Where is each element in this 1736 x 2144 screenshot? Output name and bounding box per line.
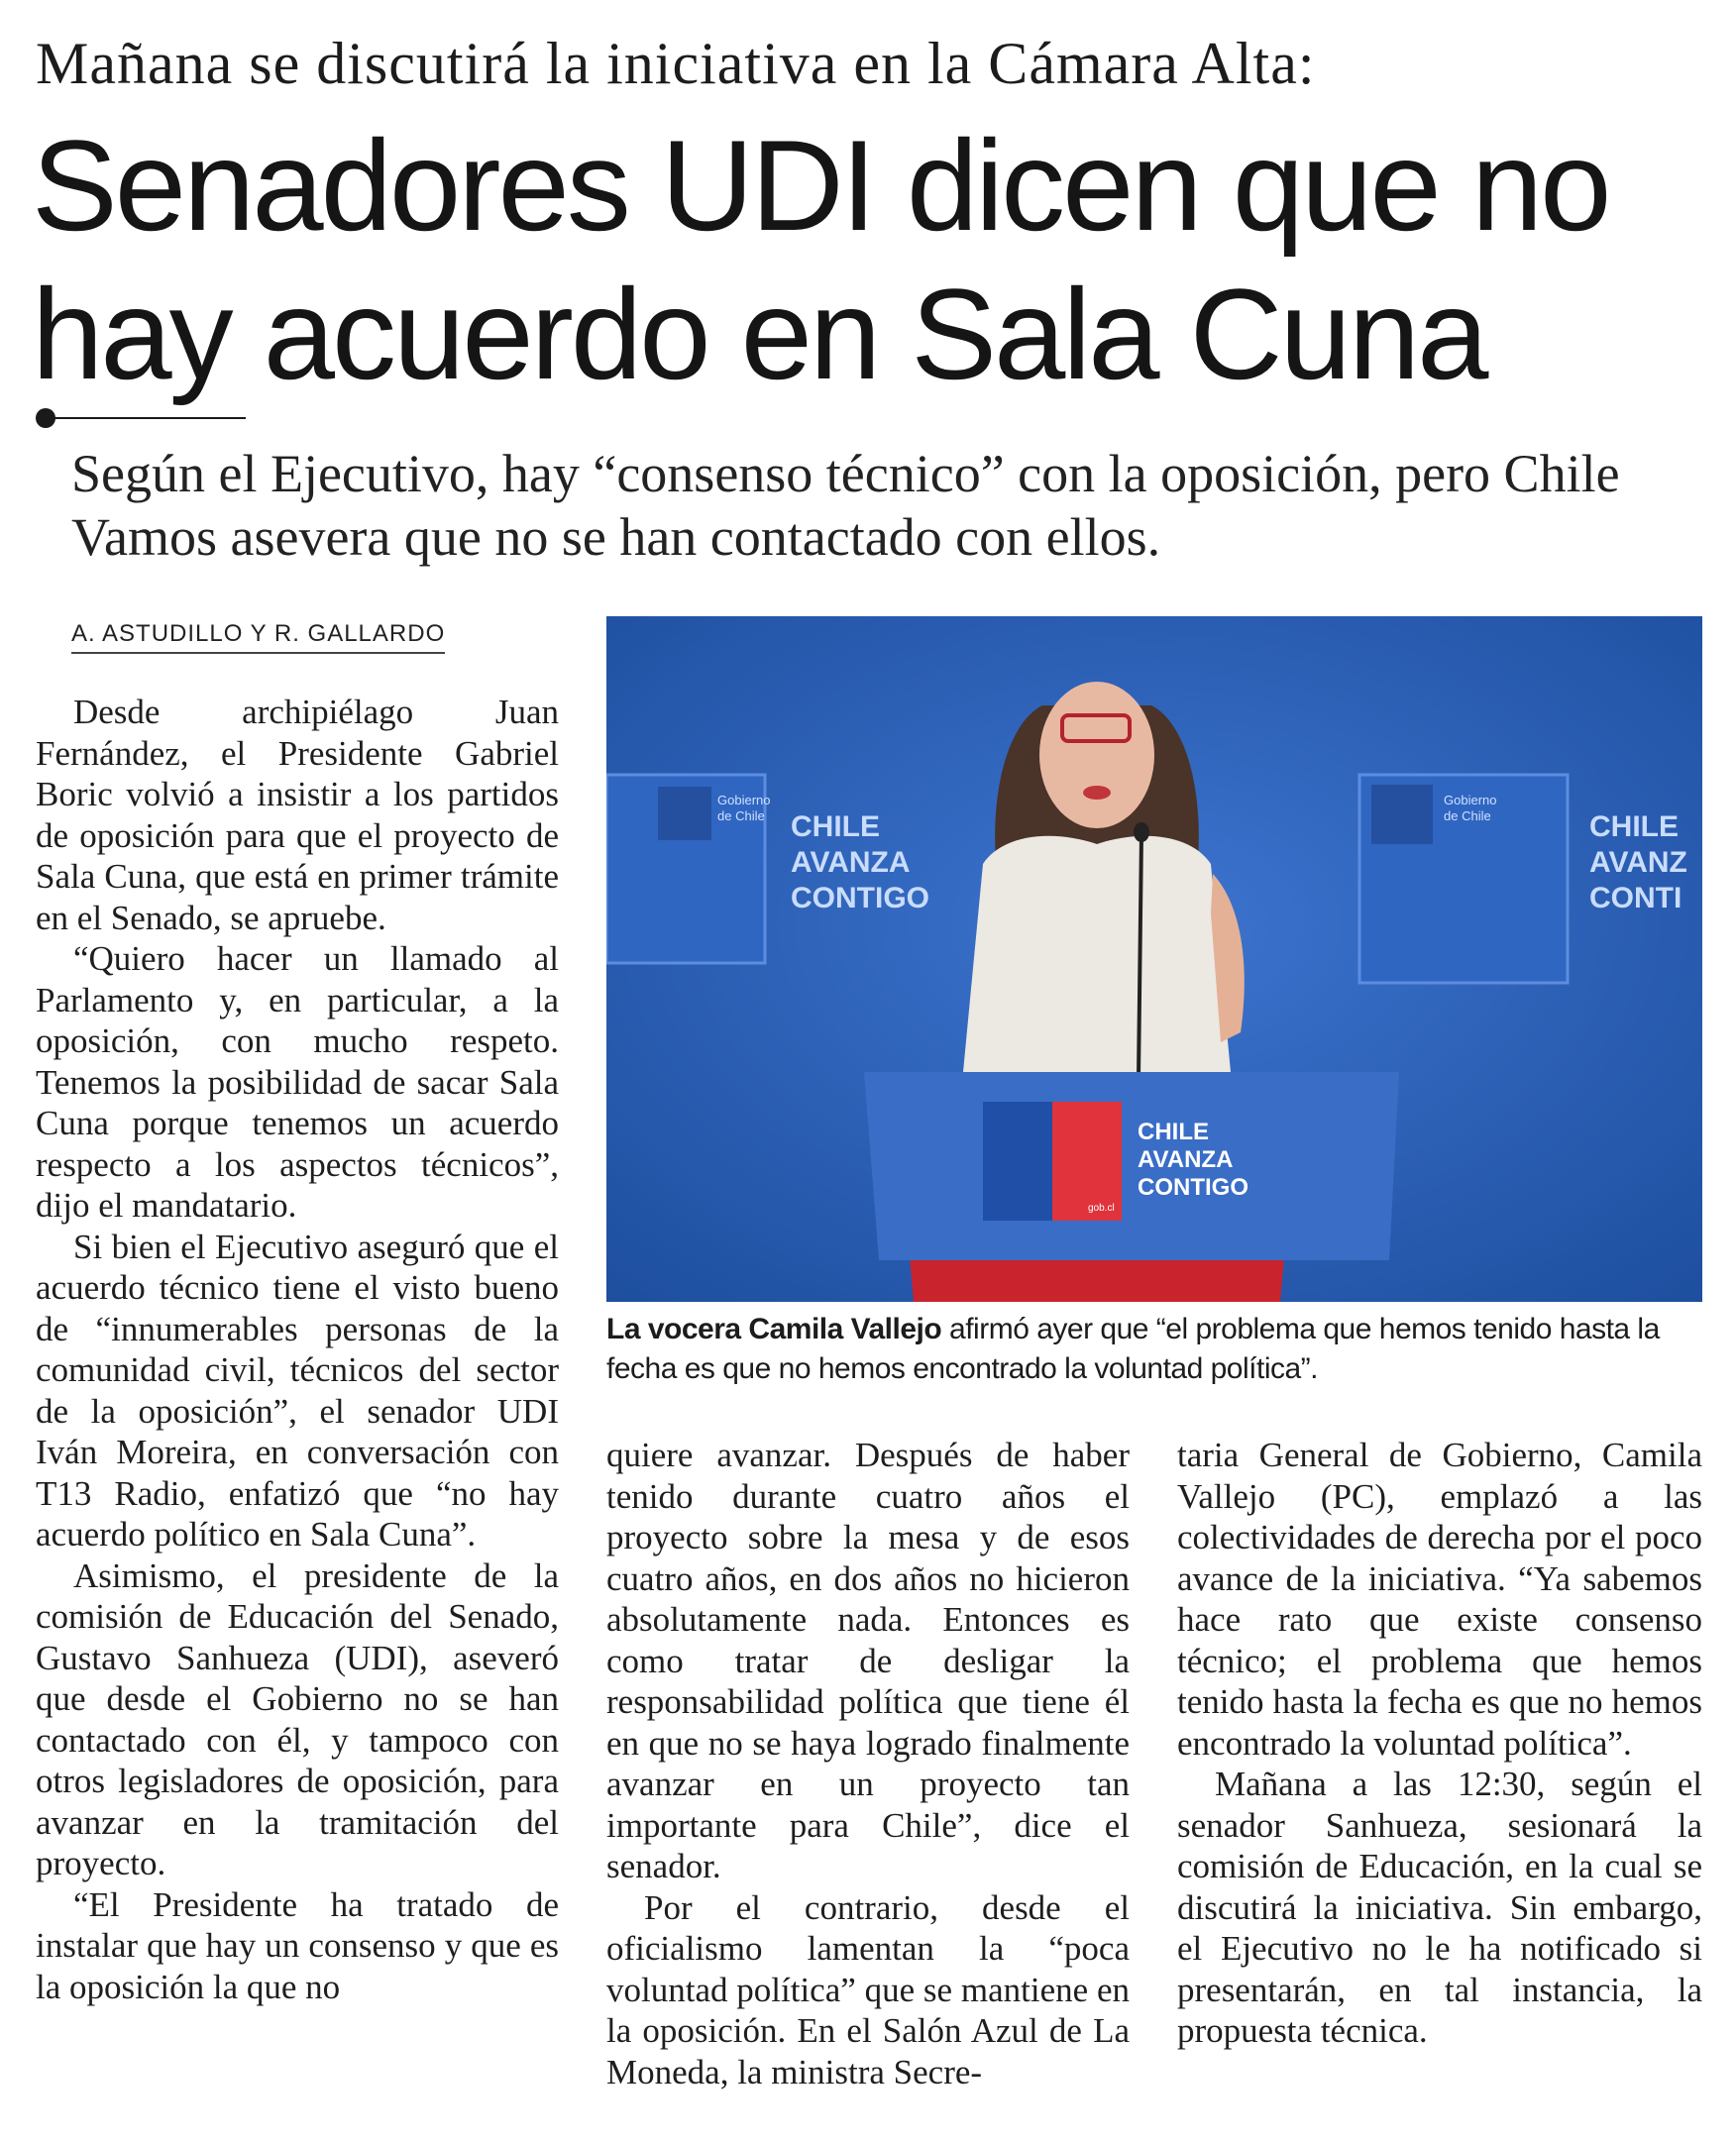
- headline: Senadores UDI dicen que no hay acuerdo en Sala Cuna: [32, 113, 1609, 406]
- banner-left-1: CHILE: [791, 810, 880, 843]
- kicker: Mañana se discutirá la iniciativa en la Cámara Alta:: [36, 31, 1316, 96]
- podium-url: gob.cl: [1088, 1203, 1115, 1214]
- logo-text-right: Gobierno: [1444, 793, 1497, 807]
- photo-caption: [606, 1310, 1702, 1389]
- logo-text-right-2: de Chile: [1444, 808, 1491, 823]
- news-photo: [606, 616, 1702, 1302]
- banner-right-1: CHILE: [1589, 810, 1679, 843]
- paragraph: “El Presidente ha tratado de instalar que hay un consenso y que es la oposición la que no: [36, 1884, 559, 2006]
- column-3: [1177, 1435, 1702, 2052]
- banner-left-2: AVANZA: [791, 846, 911, 879]
- podium: [864, 1072, 1399, 1260]
- logo-text-left: Gobierno: [717, 793, 771, 807]
- paragraph: Desde archipiélago Juan Fernández, el Presidente Gabriel Boric volvió a insistir a los partidos de oposición para que el proyecto de Sala Cuna, que está en primer trámite en el Senado, se apruebe.: [36, 693, 559, 937]
- paragraph: Por el contrario, desde el oficialismo lamentan la “poca voluntad política” que se mantiene en la oposición. En el Salón Azul de La Moneda, la ministra Secre-: [606, 1887, 1130, 2091]
- podium-text-3: CONTIGO: [1138, 1174, 1248, 1201]
- column-2: [606, 1435, 1130, 2092]
- banner-left-3: CONTIGO: [791, 882, 929, 914]
- photo-illustration: [606, 616, 1702, 1302]
- paragraph: Asimismo, el presidente de la comisión de Educación del Senado, Gustavo Sanhueza (UDI), aseveró que desde el Gobierno no se han contactado con él, y tampoco con otros legisladores de oposición, para avanzar en la tramitación del proyecto.: [36, 1555, 559, 1882]
- logo-text-left-2: de Chile: [717, 808, 765, 823]
- paragraph: Si bien el Ejecutivo aseguró que el acuerdo técnico tiene el visto bueno de “innumerables personas de la comunidad civil, técnicos del sector de la oposición”, el senador UDI Iván Moreira, en conversación con T13 Radio, enfatizó que “no hay acuerdo político en Sala Cuna”.: [36, 1227, 559, 1554]
- caption-text: afirmó ayer que “el problema que hemos tenido hasta la fecha es que no hemos encontrado la voluntad política”.: [606, 1313, 1660, 1385]
- deck: Según el Ejecutivo, hay “consenso técnico” con la oposición, pero Chile Vamos asevera que no se han contactado con ellos.: [71, 444, 1620, 567]
- caption-lead: La vocera Camila Vallejo: [606, 1313, 942, 1345]
- paragraph: Mañana a las 12:30, según el senador Sanhueza, sesionará la comisión de Educación, en la cual se discutirá la iniciativa. Sin embargo, el Ejecutivo no le ha notificado si presentarán, en tal instancia, la propuesta técnica.: [1177, 1765, 1702, 2050]
- banner-right-2: AVANZ: [1589, 846, 1687, 879]
- paragraph: quiere avanzar. Después de haber tenido durante cuatro años el proyecto sobre la mesa y de esos cuatro años, en dos años no hicieron absolutamente nada. Entonces es como tratar de desligar la responsabilidad política que tiene él en que no se haya logrado finalmente avanzar en un proyecto tan importante para Chile”, dice el senador.: [606, 1436, 1130, 1885]
- byline: A. ASTUDILLO Y R. GALLARDO: [71, 620, 445, 654]
- rule-line: [50, 417, 246, 419]
- banner-right-3: CONTI: [1589, 882, 1682, 914]
- column-1: [36, 692, 559, 2007]
- paragraph: taria General de Gobierno, Camila Vallejo (PC), emplazó a las colectividades de derecha por el poco avance de la iniciativa. “Ya sabemos hace rato que existe consenso técnico; el problema que hemos tenido hasta la fecha es que no hemos encontrado la voluntad política”.: [1177, 1436, 1702, 1763]
- paragraph: “Quiero hacer un llamado al Parlamento y, en particular, a la oposición, con mucho respeto. Tenemos la posibilidad de sacar Sala Cuna porque tenemos un acuerdo respecto a los aspectos técnicos”, dijo el mandatario.: [36, 939, 559, 1225]
- podium-text-2: AVANZA: [1138, 1146, 1234, 1173]
- crest-left-icon: [658, 787, 711, 840]
- podium-text-1: CHILE: [1138, 1119, 1209, 1145]
- crest-right-icon: [1371, 785, 1433, 844]
